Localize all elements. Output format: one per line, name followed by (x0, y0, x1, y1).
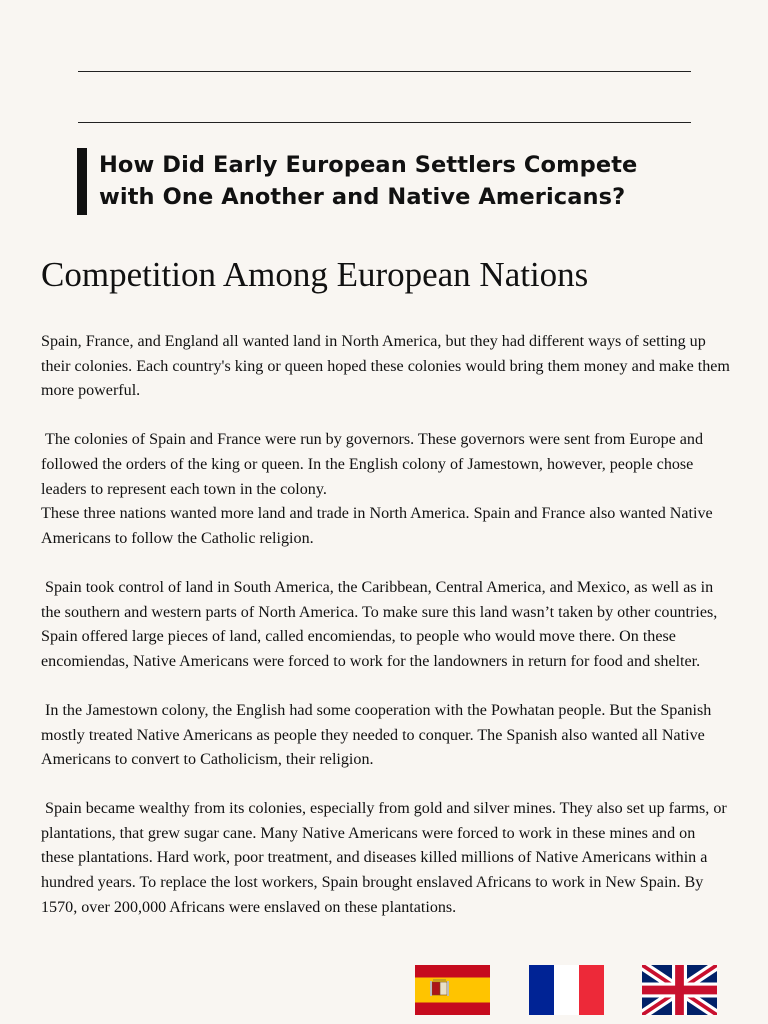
france-flag-icon (529, 965, 604, 1015)
paragraph-2: The colonies of Spain and France were run by governors. These governors were sent from Europe and followed the orders of the king or queen. In the English colony of Jamestown, however, people chose leaders to represent each town in the colony. (41, 431, 708, 498)
section-heading-block (77, 148, 697, 216)
paragraph-1: Spain, France, and England all wanted land in North America, but they had different ways of setting up their colonies. Each country's king or queen hoped these colonies would bring them money and make them more powerful. (41, 333, 734, 400)
top-divider-line (78, 71, 691, 72)
spain-flag-icon (415, 965, 490, 1015)
paragraph-6: Spain became wealthy from its colonies, especially from gold and silver mines. They also set up farms, or plantations, that grew sugar cane. Many Native Americans were forced to work in these mines and on these plantations. Hard work, poor treatment, and diseases killed millions of Native Americans within a hundred years. To replace the lost workers, Spain brought enslaved Africans to work in New Spain. By 1570, over 200,000 Africans were enslaved on these plantations. (41, 800, 731, 916)
paragraph-4: Spain took control of land in South America, the Caribbean, Central America, and Mexico, as well as in the southern and western parts of North America. To make sure this land wasn’t taken by other countries, Spain offered large pieces of land, called encomiendas, to people who would move there. On these encomiendas, Native Americans were forced to work for the landowners in return for food and shelter. (41, 578, 722, 670)
paragraph-3: These three nations wanted more land and trade in North America. Spain and France also wanted Native Americans to follow the Catholic religion. (41, 505, 716, 547)
heading-accent-bar (77, 148, 87, 215)
page-title: Competition Among European Nations (41, 255, 589, 294)
section-heading: How Did Early European Settlers Compete with One Another and Native Americans? (99, 152, 638, 210)
uk-flag-icon (642, 965, 717, 1015)
article-body (41, 330, 734, 920)
paragraph-5: In the Jamestown colony, the English had some cooperation with the Powhatan people. But the Spanish mostly treated Native Americans as people they needed to conquer. The Spanish also wanted all Native Americans to convert to Catholicism, their religion. (41, 701, 716, 769)
second-divider-line (78, 122, 691, 123)
